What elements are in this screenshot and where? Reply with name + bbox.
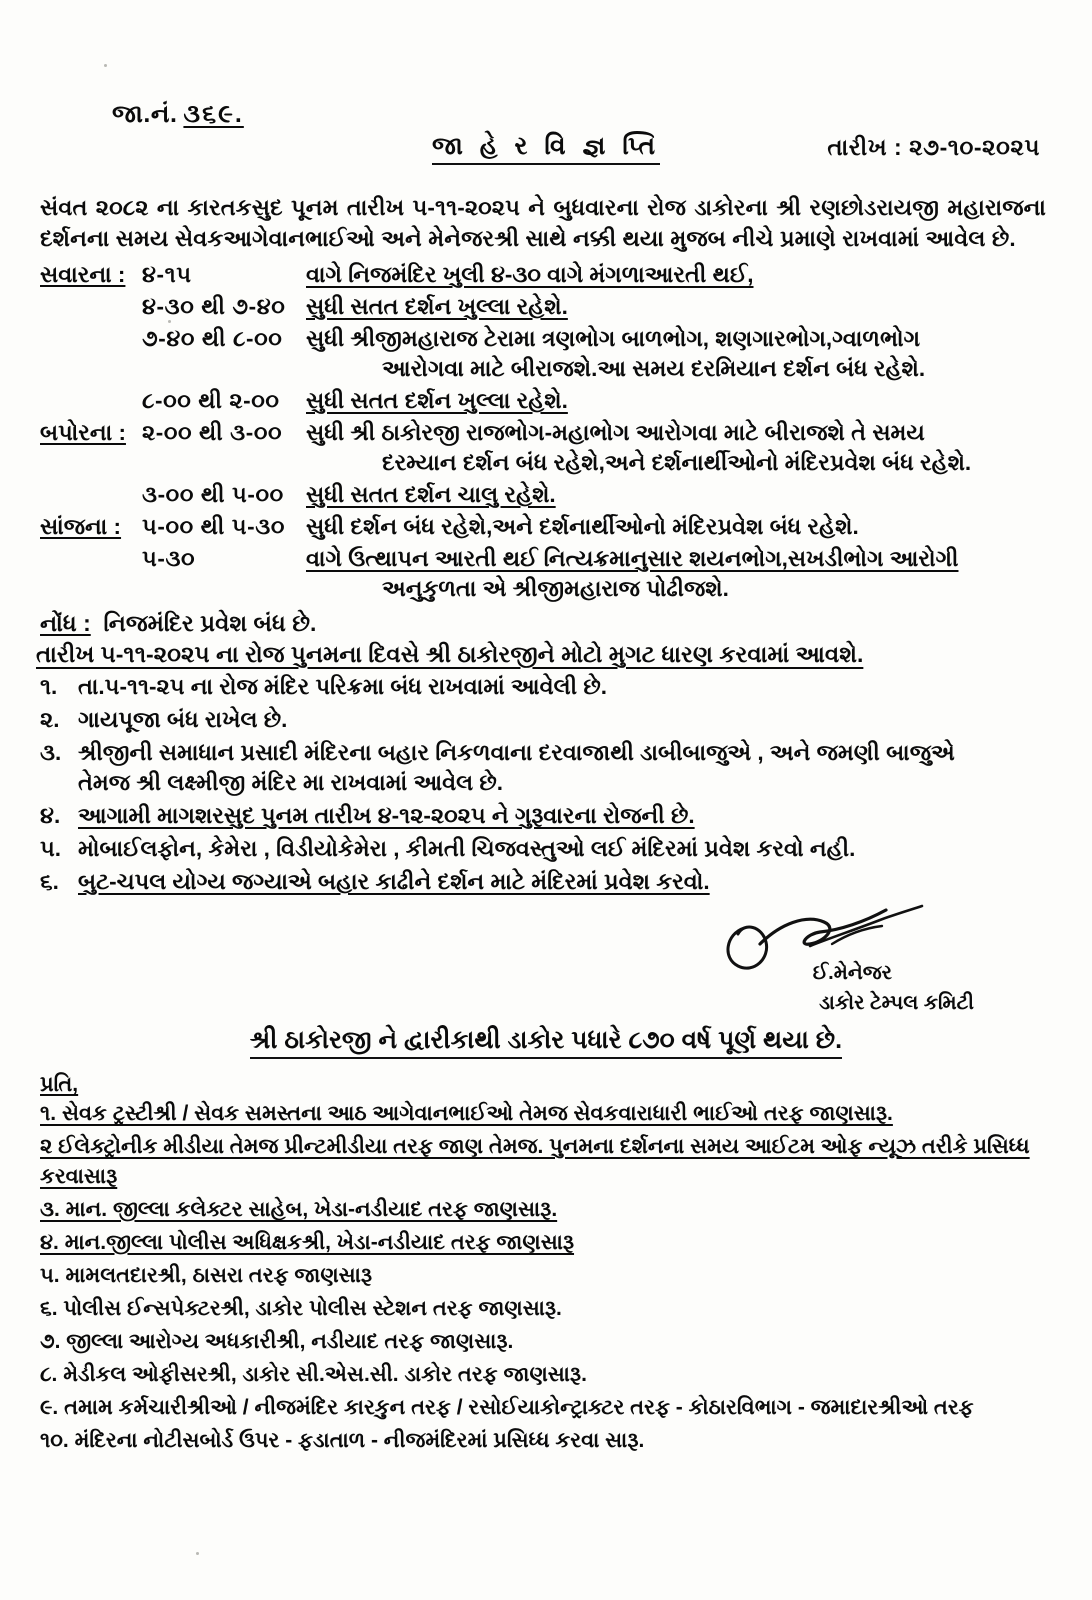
rule-text-cont: તેમજ શ્રી લક્ષ્મીજી મંદિર મા રાખવામાં આવેલ છે. (78, 770, 503, 795)
document-date (827, 134, 1040, 161)
copy-item: ૩. માન. જીલ્લા કલેક્ટર સાહેબ, ખેડા-નડીયાદ તરફ જાણસારૂ. (40, 1198, 558, 1221)
schedule-row (0, 544, 1092, 604)
copy-item: ૪. માન.જીલ્લા પોલીસ અધિક્ષકશ્રી, ખેડા-નડીયાદ તરફ જાણસારૂ (40, 1231, 575, 1254)
highlight-line: તારીખ ૫-૧૧-૨૦૨૫ ના રોજ પુનમના દિવસે શ્રી ઠાકોરજીને મોટો મુગટ ધારણ કરવામાં આવશે. (36, 641, 864, 667)
schedule-text: સુધી સતત દર્શન ખુલ્લા રહેશે. (306, 294, 568, 319)
schedule-time: ૩-૦૦ થી ૫-૦૦ (142, 482, 284, 507)
schedule-period: સવારના : (40, 262, 126, 287)
date-value: ૨૭-૧૦-૨૦૨૫ (909, 134, 1040, 160)
schedule-row (0, 386, 1092, 416)
schedule-text: વાગે નિજમંદિર ખુલી ૪-૩૦ વાગે મંગળાઆરતી થઈ, (306, 262, 754, 287)
copies-label: પ્રતિ, (40, 1073, 79, 1096)
rule-text: શ્રીજીની સમાધાન પ્રસાદી મંદિરના બહાર નિકળવાના દરવાજાથી ડાબીબાજુએ , અને જમણી બાજુએ તેમજ શ્રી લક્ષ્મીજી મંદિર મા રાખવામાં આવેલ છે. (78, 738, 1092, 798)
schedule-time: ૪-૩૦ થી ૭-૪૦ (142, 294, 286, 319)
copy-item: ૧. સેવક ટ્રસ્ટીશ્રી / સેવક સમસ્તના આઠ આગેવાનભાઈઓ તેમજ સેવકવારાધારી ભાઈઓ તરફ જાણસારૂ. (40, 1102, 893, 1125)
document-header (0, 100, 1092, 178)
rule-number: ૩. (40, 740, 62, 765)
schedule-time: ૭-૪૦ થી ૮-૦૦ (142, 326, 283, 351)
rule-text: તા.૫-૧૧-૨૫ ના રોજ મંદિર પરિક્રમા બંધ રાખવામાં આવેલી છે. (78, 674, 607, 699)
schedule-time: ૪-૧૫ (142, 262, 192, 287)
copy-item: ૬. પોલીસ ઈન્સપેક્ટરશ્રી, ડાકોર પોલીસ સ્ટેશન તરફ જાણસારૂ. (40, 1297, 562, 1320)
reference-value: ૩૬૯. (183, 100, 244, 128)
copies-list (0, 1099, 1092, 1456)
copy-item: ૧૦. મંદિરના નોટીસબોર્ડ ઉપર - ફડાતાળ - નીજમંદિરમાં પ્રસિધ્ધ કરવા સારૂ. (40, 1429, 645, 1452)
page-title: જા હે ર વિ જ્ઞ પ્તિ (0, 132, 1092, 161)
darshan-schedule (0, 260, 1092, 604)
scan-speck (196, 1552, 199, 1555)
note-label: નોંધ : (40, 610, 91, 636)
schedule-row (0, 418, 1092, 478)
note-line (40, 610, 1092, 637)
rule-item (0, 672, 1092, 702)
rule-item (0, 801, 1092, 831)
signature-block (0, 900, 1092, 1012)
schedule-text-cont: અનુકુળતા એ શ્રીજીમહારાજ પોઢીજશે. (382, 576, 729, 601)
schedule-period: બપોરના : (40, 420, 126, 445)
rule-text: આગામી માગશરસુદ પુનમ તારીખ ૪-૧૨-૨૦૨૫ ને ગુરૂવારના રોજની છે. (78, 803, 695, 828)
rule-number: ૪. (40, 803, 61, 828)
copy-item: ૯. તમામ કર્મચારીશ્રીઓ / નીજમંદિર કારકુન તરફ / રસોઈયાકોન્ટ્રાક્ટર તરફ - કોઠારવિભાગ - જમાદારશ્રીઓ તરફ (40, 1396, 974, 1419)
rule-item (0, 738, 1092, 798)
schedule-text-cont: આરોગવા માટે બીરાજશે.આ સમય દરમિયાન દર્શન બંધ રહેશે. (382, 356, 926, 381)
schedule-text: સુધી શ્રી ઠાકોરજી રાજભોગ-મહાભોગ આરોગવા માટે બીરાજશે તે સમય દરમ્યાન દર્શન બંધ રહેશે,અને દર્શનાર્થીઓનો મંદિરપ્રવેશ બંધ રહેશે. (306, 418, 1092, 478)
schedule-text: સુધી દર્શન બંધ રહેશે,અને દર્શનાર્થીઓનો મંદિરપ્રવેશ બંધ રહેશે. (306, 514, 859, 539)
schedule-row (0, 292, 1092, 322)
signature-role: ઈ.મેનેજર (812, 962, 892, 984)
rule-number: ૨. (40, 707, 60, 732)
schedule-row (0, 480, 1092, 510)
copy-item: ૭. જીલ્લા આરોગ્ય અધકારીશ્રી, નડીયાદ તરફ જાણસારૂ. (40, 1330, 514, 1353)
schedule-text-cont: દરમ્યાન દર્શન બંધ રહેશે,અને દર્શનાર્થીઓનો મંદિરપ્રવેશ બંધ રહેશે. (382, 450, 972, 475)
schedule-period: સાંજના : (40, 514, 122, 539)
rules-list (0, 672, 1092, 897)
rule-text: બુટ-ચપલ યોગ્ય જગ્યાએ બહાર કાઢીને દર્શન માટે મંદિરમાં પ્રવેશ કરવો. (78, 869, 710, 894)
rule-number: ૫. (40, 836, 62, 861)
schedule-time: ૫-૩૦ (142, 546, 196, 571)
schedule-text: સુધી સતત દર્શન ખુલ્લા રહેશે. (306, 388, 568, 413)
reference-label: જા.નં. (112, 100, 178, 128)
rule-item (0, 867, 1092, 897)
rule-text: મોબાઈલફોન, કેમેરા , વિડીયોકેમેરા , કીમતી ચિજવસ્તુઓ લઈ મંદિરમાં પ્રવેશ કરવો નહી. (78, 836, 856, 861)
schedule-time: ૨-૦૦ થી ૩-૦૦ (142, 420, 283, 445)
copy-item: ૮. મેડીકલ ઓફીસરશ્રી, ડાકોર સી.એસ.સી. ડાકોર તરફ જાણસારૂ. (40, 1363, 587, 1386)
schedule-row (0, 260, 1092, 290)
schedule-time: ૮-૦૦ થી ૨-૦૦ (142, 388, 280, 413)
copy-item: ૨ ઈલેક્ટ્રોનીક મીડીયા તેમજ પ્રીન્ટમીડીયા તરફ જાણ તેમજ. પુનમના દર્શનના સમય આઈટમ ઓફ ન્યૂઝ તરીકે પ્રસિધ્ધ કરવાસારૂ (40, 1135, 1030, 1188)
signature-organisation: ડાકોર ટેમ્પલ કમિટી (819, 992, 974, 1014)
schedule-text: સુધી શ્રીજીમહારાજ ટેરામા ત્રણભોગ બાળભોગ, શણગારભોગ,ગ્વાળભોગ આરોગવા માટે બીરાજશે.આ સમય દરમિયાન દર્શન બંધ રહેશે. (306, 324, 1092, 384)
reference-number (112, 100, 244, 129)
rule-item (0, 705, 1092, 735)
rule-number: ૧. (40, 674, 58, 699)
schedule-text: સુધી સતત દર્શન ચાલુ રહેશે. (306, 482, 556, 507)
intro-paragraph: સંવત ૨૦૮૨ ના કારતકસુદ પૂનમ તારીખ ૫-૧૧-૨૦૨૫ ને બુધવારના રોજ ડાકોરના શ્રી રણછોડરાયજી મહારાજના દર્શનના સમય સેવકઆગેવાનભાઈઓ અને મેનેજરશ્રી સાથે નક્કી થયા મુજબ નીચે પ્રમાણે રાખવામાં આવેલ છે. (40, 195, 1046, 251)
date-label: તારીખ : (827, 134, 903, 160)
copy-item: ૫. મામલતદારશ્રી, ઠાસરા તરફ જાણસારૂ (40, 1264, 373, 1287)
rule-item (0, 834, 1092, 864)
rule-text: ગાયપૂજા બંધ રાખેલ છે. (78, 707, 288, 732)
rule-number: ૬. (40, 869, 59, 894)
note-text: નિજમંદિર પ્રવેશ બંધ છે. (103, 610, 317, 636)
schedule-time: ૫-૦૦ થી ૫-૩૦ (142, 514, 285, 539)
schedule-text: વાગે ઉત્થાપન આરતી થઈ નિત્યક્રમાનુસાર શયનભોગ,સખડીભોગ આરોગી અનુકુળતા એ શ્રીજીમહારાજ પોઢીજશે. (306, 544, 1092, 604)
schedule-row (0, 512, 1092, 542)
schedule-row (0, 324, 1092, 384)
anniversary-line: શ્રી ઠાકોરજી ને દ્વારીકાથી ડાકોર પધારે ૮૭૦ વર્ષ પૂર્ણ થયા છે. (0, 1026, 1092, 1055)
